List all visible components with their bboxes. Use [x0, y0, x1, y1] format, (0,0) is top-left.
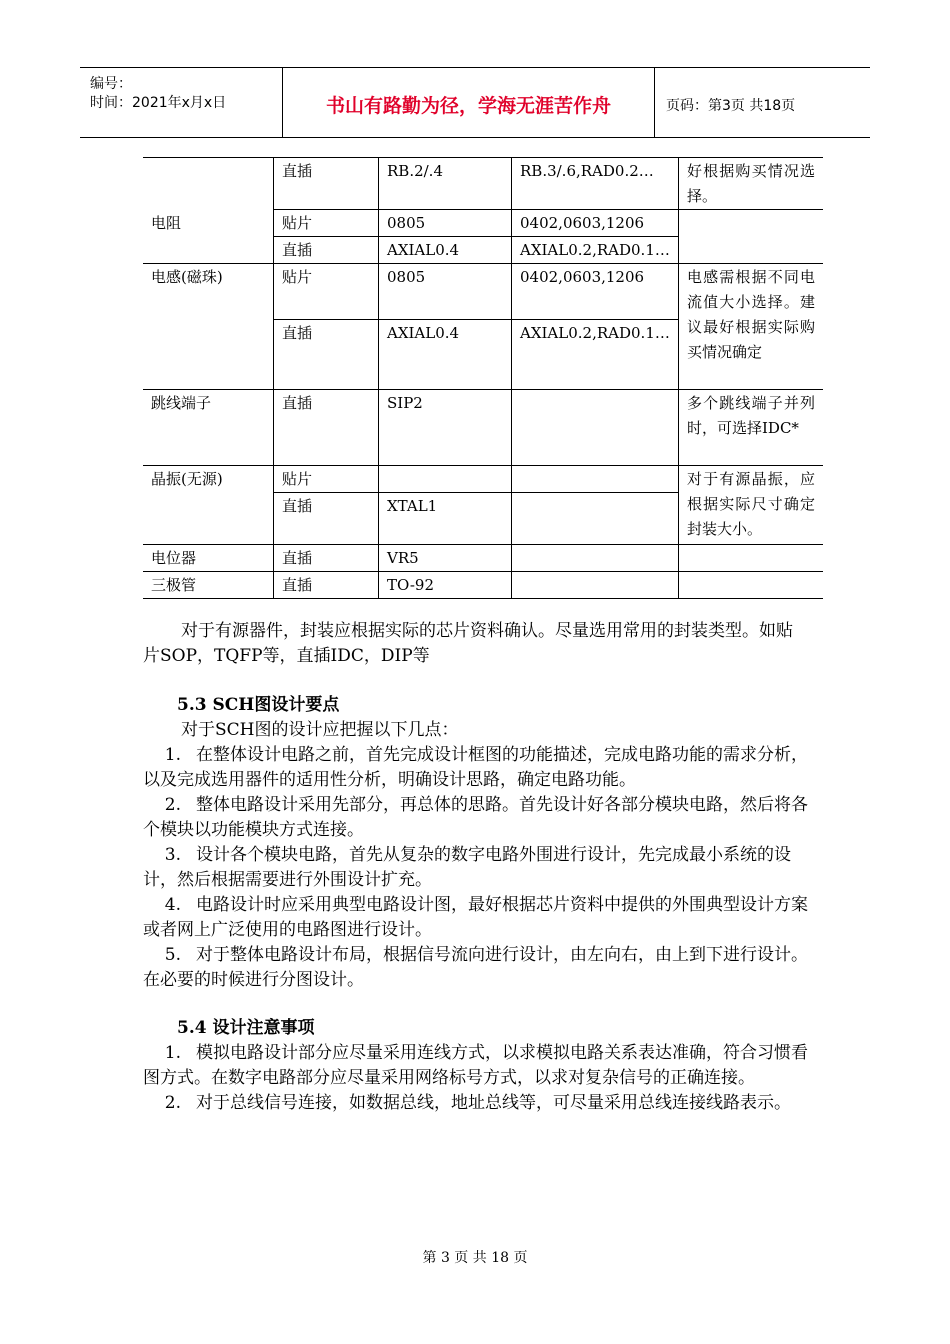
table-row — [143, 390, 823, 466]
section-5-3-body — [143, 718, 808, 993]
list-text: 电路设计时应采用典型电路设计图，最好根据芯片资料中提供的外围典型设计方案或者网上广泛使用的电路图进行设计。 — [143, 895, 808, 940]
table-cell — [143, 320, 274, 390]
table-cell: 三极管 — [143, 572, 274, 599]
table-cell: 对于有源晶振，应根据实际尺寸确定封装大小。 — [679, 466, 824, 545]
header-page-info: 页码：第3页 共18页 — [666, 97, 796, 114]
table-cell — [143, 493, 274, 545]
list-item — [143, 893, 808, 943]
table-cell — [143, 158, 274, 210]
list-text: 设计各个模块电路，首先从复杂的数字电路外围进行设计，先完成最小系统的设计，然后根据需要进行外围设计扩充。 — [143, 845, 791, 890]
list-number: 2. — [164, 1093, 181, 1113]
list-item — [143, 793, 808, 843]
table-cell: 电位器 — [143, 545, 274, 572]
table-row — [143, 466, 823, 493]
table-cell — [512, 466, 679, 493]
table-cell: 0402,0603,1206 — [512, 210, 679, 237]
table-cell — [512, 493, 679, 545]
table-cell — [512, 390, 679, 466]
table-cell: AXIAL0.2,RAD0.1… — [512, 237, 679, 264]
table-cell: 贴片 — [274, 210, 379, 237]
list-item — [143, 1041, 808, 1091]
list-number: 1. — [164, 745, 181, 765]
list-text: 模拟电路设计部分应尽量采用连线方式，以求模拟电路关系表达准确，符合习惯看图方式。在数字电路部分应尽量采用网络标号方式，以求对复杂信号的正确连接。 — [143, 1043, 808, 1088]
table-cell: 直插 — [274, 545, 379, 572]
list-number: 4. — [164, 895, 181, 915]
table-row — [143, 264, 823, 320]
table-cell: 直插 — [274, 493, 379, 545]
list-text: 在整体设计电路之前，首先完成设计框图的功能描述，完成电路功能的需求分析，以及完成选用器件的适用性分析，明确设计思路，确定电路功能。 — [143, 745, 808, 790]
page-footer: 第 3 页 共 18 页 — [422, 1250, 528, 1266]
table-cell: 直插 — [274, 390, 379, 466]
table-cell: 电阻 — [143, 210, 274, 237]
list-item — [143, 1091, 808, 1116]
active-device-paragraph: 对于有源器件，封装应根据实际的芯片资料确认。尽量选用常用的封装类型。如贴片SOP，TQFP等，直插IDC，DIP等 — [143, 621, 793, 666]
header-number-label: 编号： — [90, 76, 132, 92]
table-cell: VR5 — [379, 545, 512, 572]
table-cell: 贴片 — [274, 264, 379, 320]
table-cell: 贴片 — [274, 466, 379, 493]
table-row — [143, 158, 823, 210]
list-item — [143, 743, 808, 793]
table-cell — [512, 545, 679, 572]
table-cell: 直插 — [274, 320, 379, 390]
table-row — [143, 545, 823, 572]
table-cell: RB.3/.6,RAD0.2… — [512, 158, 679, 210]
header-motto: 书山有路勤为径，学海无涯苦作舟 — [283, 68, 655, 137]
table-cell: 电感需根据不同电流值大小选择。建议最好根据实际购买情况确定 — [679, 264, 824, 390]
list-number: 3. — [164, 845, 181, 865]
header-time-label: 时间：2021年x月x日 — [90, 95, 227, 111]
table-cell: 直插 — [274, 158, 379, 210]
section-5-4-body — [143, 1041, 808, 1116]
table-row — [143, 210, 823, 237]
table-cell: 电感(磁珠) — [143, 264, 274, 320]
table-cell: XTAL1 — [379, 493, 512, 545]
table-cell: 多个跳线端子并列时，可选择IDC* — [679, 390, 824, 466]
table-cell: TO-92 — [379, 572, 512, 599]
table-cell: SIP2 — [379, 390, 512, 466]
header-meta — [80, 68, 283, 137]
table-cell: 好根据购买情况选择。 — [679, 158, 824, 210]
table-cell: AXIAL0.2,RAD0.1… — [512, 320, 679, 390]
package-table — [143, 157, 823, 599]
table-cell — [379, 466, 512, 493]
list-item — [143, 843, 808, 893]
table-cell — [679, 545, 824, 572]
section-5-3-intro: 对于SCH图的设计应把握以下几点： — [181, 720, 459, 740]
table-cell: 直插 — [274, 237, 379, 264]
list-text: 对于整体电路设计布局，根据信号流向进行设计，由左向右，由上到下进行设计。在必要的时候进行分图设计。 — [143, 945, 808, 990]
section-heading-5-4: 5.4 设计注意事项 — [177, 1018, 315, 1038]
table-cell: 0805 — [379, 264, 512, 320]
table-cell: RB.2/.4 — [379, 158, 512, 210]
table-cell: 0805 — [379, 210, 512, 237]
table-cell: AXIAL0.4 — [379, 237, 512, 264]
table-cell: AXIAL0.4 — [379, 320, 512, 390]
table-cell — [143, 237, 274, 264]
list-text: 整体电路设计采用先部分，再总体的思路。首先设计好各部分模块电路，然后将各个模块以功能模块方式连接。 — [143, 795, 808, 840]
table-cell — [679, 572, 824, 599]
list-number: 5. — [164, 945, 181, 965]
list-text: 对于总线信号连接，如数据总线，地址总线等，可尽量采用总线连接线路表示。 — [196, 1093, 791, 1113]
table-cell: 直插 — [274, 572, 379, 599]
table-cell — [679, 210, 824, 264]
table-cell — [512, 572, 679, 599]
table-cell: 0402,0603,1206 — [512, 264, 679, 320]
list-number: 2. — [164, 795, 181, 815]
section-heading-5-3: 5.3 SCH图设计要点 — [177, 695, 340, 715]
list-item — [143, 943, 808, 993]
list-number: 1. — [164, 1043, 181, 1063]
table-cell: 晶振(无源) — [143, 466, 274, 493]
table-cell: 跳线端子 — [143, 390, 274, 466]
table-row — [143, 572, 823, 599]
page-header — [80, 67, 870, 138]
